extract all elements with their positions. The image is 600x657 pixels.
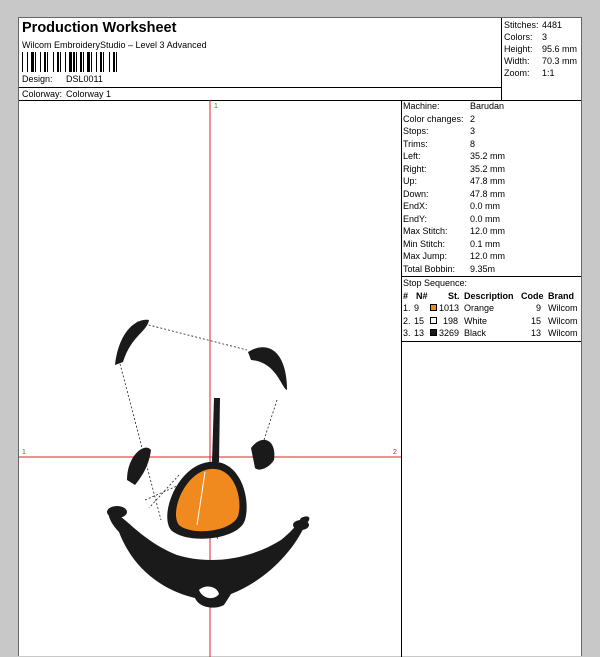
colorway-value: Colorway 1 xyxy=(66,89,112,99)
stat-width: Width: 70.3 mm xyxy=(504,56,578,66)
info-total-bobbin: Total Bobbin: 9.35m xyxy=(403,263,496,274)
color-swatch xyxy=(430,304,437,311)
stats-box xyxy=(501,18,582,100)
design-preview xyxy=(19,100,402,657)
barcode-icon xyxy=(22,52,126,72)
nose-bridge xyxy=(212,398,220,462)
info-stops: Stops: 3 xyxy=(403,126,476,136)
colorway-line xyxy=(22,89,111,99)
mouth-cheek-right xyxy=(293,520,309,530)
mouth-cheek-left xyxy=(107,506,127,518)
design-line xyxy=(22,74,103,84)
info-up: Up: 47.8 mm xyxy=(403,176,506,186)
color-swatch xyxy=(430,317,437,324)
design-value: DSL0011 xyxy=(66,74,103,84)
stat-colors: Colors: 3 xyxy=(504,32,548,42)
page-title: Production Worksheet xyxy=(22,20,177,36)
info-endx: EndX: 0.0 mm xyxy=(403,201,501,211)
stop-sequence-row: 1. 9 1013 Orange 9 Wilcom xyxy=(403,303,578,313)
info-down: Down: 47.8 mm xyxy=(403,188,506,199)
right-eye xyxy=(251,440,274,470)
left-eye xyxy=(127,448,151,485)
crosshair-label-left: 1 xyxy=(22,449,26,456)
color-swatch xyxy=(430,329,437,336)
worksheet-header xyxy=(19,18,581,101)
crosshair-label-right: 2 xyxy=(393,449,397,456)
info-max-jump: Max Jump: 12.0 mm xyxy=(403,251,506,261)
info-right: Right: 35.2 mm xyxy=(403,163,506,174)
right-eyebrow xyxy=(248,347,287,390)
stop-sequence-row: 2. 15 198 White 15 Wilcom xyxy=(403,315,578,326)
info-left: Left: 35.2 mm xyxy=(403,151,506,161)
production-worksheet xyxy=(18,17,582,656)
info-endy: EndY: 0.0 mm xyxy=(403,213,501,224)
info-max-stitch: Max Stitch: 12.0 mm xyxy=(403,226,506,236)
crosshair-label-top: 1 xyxy=(214,103,218,110)
software-name: Wilcom EmbroideryStudio – Level 3 Advanced xyxy=(22,40,207,50)
stop-sequence-header: # N# St. Description Code Brand xyxy=(403,291,575,301)
info-min-stitch: Min Stitch: 0.1 mm xyxy=(403,238,501,249)
info-machine: Machine: Barudan xyxy=(403,101,505,111)
stop-sequence-title: Stop Sequence: xyxy=(403,278,468,288)
stat-zoom: Zoom: 1:1 xyxy=(504,68,555,78)
colorway-label: Colorway: xyxy=(22,89,63,99)
stop-sequence-row: 3. 13 3269 Black 13 Wilcom xyxy=(403,328,578,338)
info-color-changes: Color changes: 2 xyxy=(403,113,476,124)
embroidery-design xyxy=(19,100,401,657)
info-trims: Trims: 8 xyxy=(403,138,476,149)
left-eyebrow xyxy=(115,320,149,365)
design-label: Design: xyxy=(22,74,53,84)
stat-height: Height: 95.6 mm xyxy=(504,44,578,54)
stat-stitches: Stitches: 4481 xyxy=(504,20,563,30)
